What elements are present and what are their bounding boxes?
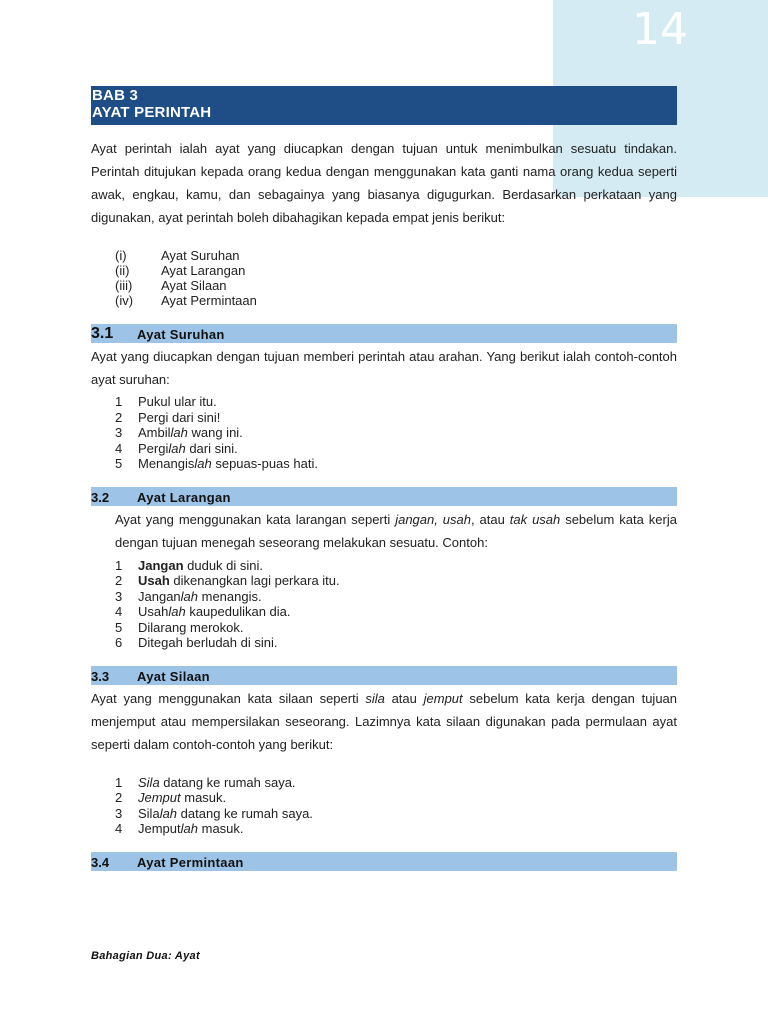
- italic-term: jangan, usah: [395, 511, 471, 527]
- text-run: wang ini.: [187, 425, 243, 440]
- example-sentence: [138, 558, 263, 574]
- text-run: Pergi dari sini!: [138, 409, 221, 425]
- example-item: [91, 573, 677, 589]
- section-paragraph: Ayat yang diucapkan dengan tujuan memberi perintah atau arahan. Yang berikut ialah contoh-contoh ayat suruhan:: [91, 349, 677, 387]
- example-sentence: [138, 394, 217, 410]
- example-item: [91, 620, 677, 636]
- italic-term: Sila: [138, 774, 160, 790]
- example-sentence: [138, 620, 244, 636]
- text-run: Sila: [138, 805, 160, 821]
- bold-term: Jangan: [138, 557, 184, 573]
- bold-term: Usah: [138, 573, 170, 588]
- example-sentence: [138, 410, 220, 426]
- italic-term: lah: [180, 588, 199, 604]
- example-number: 2: [115, 790, 123, 805]
- example-sentence: [138, 441, 238, 457]
- example-item: [91, 394, 677, 410]
- example-item: [91, 806, 677, 822]
- example-item: [91, 558, 677, 574]
- italic-term: lah: [168, 440, 186, 456]
- text-run: duduk di sini.: [183, 557, 264, 573]
- example-sentence: [138, 456, 318, 472]
- example-item: [91, 410, 677, 426]
- example-item: [91, 604, 677, 620]
- example-sentence: [138, 775, 296, 791]
- list-item: [91, 278, 677, 293]
- section-paragraph: [91, 508, 677, 554]
- page-footer: Bahagian Dua: Ayat: [91, 950, 200, 962]
- italic-term: jemput: [423, 690, 463, 706]
- text-run: datang ke rumah saya.: [177, 805, 313, 821]
- intro-paragraph: Ayat perintah ialah ayat yang diucapkan dengan tujuan untuk menimbulkan sesuatu tindakan. Perintah ditujukan kepada orang kedua dengan menggunakan kata ganti nama orang kedua seperti awak, engkau, kamu, dan sebagainya yang biasanya digugurkan. Berdasarkan perkataan yang digunakan, ayat perintah boleh dibahagikan kepada empat jenis berikut:: [91, 141, 677, 225]
- italic-term: sila: [365, 690, 385, 706]
- text-run: masuk.: [198, 821, 244, 836]
- example-item: [91, 589, 677, 605]
- text-run: Jangan: [138, 588, 181, 604]
- text-run: Usah: [138, 604, 169, 619]
- section-paragraph: [91, 687, 677, 756]
- section-title: Ayat Larangan: [137, 489, 231, 505]
- list-mark: (ii): [115, 263, 130, 278]
- example-list-3-1: [91, 394, 677, 472]
- text-run: sebelum kata kerja dengan tujuan menegah seseorang melakukan sesuatu. Contoh:: [115, 511, 677, 550]
- text-run: sepuas-puas hati.: [211, 456, 318, 471]
- example-sentence: [138, 425, 243, 441]
- italic-term: lah: [168, 604, 186, 619]
- text-run: Menangis: [138, 456, 195, 471]
- italic-term: Jemput: [138, 790, 181, 805]
- example-number: 1: [115, 394, 123, 409]
- example-number: 4: [115, 821, 123, 836]
- example-number: 3: [115, 805, 123, 821]
- example-item: [91, 635, 677, 651]
- chapter-label: BAB 3: [92, 87, 139, 104]
- list-label: Ayat Silaan: [161, 278, 227, 293]
- list-label: Ayat Larangan: [161, 263, 246, 278]
- text-run: kaupedulikan dia.: [185, 604, 291, 619]
- list-item: [91, 248, 677, 263]
- example-item: [91, 456, 677, 472]
- section-number: 3.3: [91, 668, 110, 684]
- list-label: Ayat Permintaan: [161, 293, 257, 308]
- section-heading-3-3: [91, 666, 677, 685]
- text-run: menangis.: [198, 588, 262, 604]
- italic-term: lah: [194, 456, 212, 471]
- example-item: [91, 790, 677, 806]
- example-item: [91, 775, 677, 791]
- list-label: Ayat Suruhan: [161, 248, 240, 263]
- italic-term: tak usah: [509, 511, 561, 527]
- section-number: 3.4: [91, 854, 110, 870]
- text-run: Jemput: [138, 821, 181, 836]
- example-item: [91, 425, 677, 441]
- section-heading-3-2: [91, 487, 677, 506]
- text-run: Ditegah berludah di sini.: [138, 635, 278, 650]
- text-run: atau: [384, 690, 424, 706]
- example-sentence: [138, 573, 340, 589]
- section-title: Ayat Permintaan: [137, 854, 244, 870]
- example-item: [91, 821, 677, 837]
- text-run: Pukul ular itu.: [138, 394, 217, 409]
- text-run: dari sini.: [185, 440, 238, 456]
- example-sentence: [138, 604, 291, 620]
- types-list: [91, 248, 677, 308]
- example-number: 4: [115, 604, 123, 619]
- text-run: datang ke rumah saya.: [159, 774, 296, 790]
- example-number: 3: [115, 588, 123, 604]
- text-run: , atau: [470, 511, 510, 527]
- example-number: 3: [115, 425, 123, 440]
- chapter-title: AYAT PERINTAH: [92, 104, 212, 121]
- example-number: 2: [115, 573, 123, 588]
- list-mark: (i): [115, 248, 127, 263]
- italic-term: lah: [180, 821, 198, 836]
- list-item: [91, 293, 677, 308]
- text-run: Pergi: [138, 440, 169, 456]
- section-heading-3-4: [91, 852, 677, 871]
- section-title: Ayat Suruhan: [137, 327, 225, 342]
- example-number: 6: [115, 635, 123, 650]
- section-number: 3.2: [91, 489, 110, 505]
- example-number: 5: [115, 619, 123, 635]
- example-number: 4: [115, 440, 123, 456]
- text-run: Ayat yang menggunakan kata silaan seperti: [91, 690, 366, 706]
- text-run: sebelum kata kerja dengan tujuan menjemput atau mempersilakan seseorang. Lazimnya kata silaan digunakan pada permulaan ayat seperti dalam contoh-contoh yang berikut:: [91, 690, 678, 752]
- example-sentence: [138, 806, 313, 822]
- example-list-3-3: [91, 775, 677, 837]
- example-sentence: [138, 790, 226, 806]
- section-number: 3.1: [91, 325, 114, 342]
- text-run: Dilarang merokok.: [138, 619, 244, 635]
- page-content: [91, 86, 677, 871]
- text-run: masuk.: [180, 790, 227, 805]
- example-number: 2: [115, 409, 123, 425]
- page-number: 14: [632, 4, 688, 55]
- list-mark: (iv): [115, 293, 134, 308]
- text-run: Ayat yang menggunakan kata larangan seperti: [115, 511, 396, 527]
- example-number: 1: [115, 557, 123, 573]
- list-item: [91, 263, 677, 278]
- italic-term: lah: [170, 425, 188, 440]
- example-item: [91, 441, 677, 457]
- example-sentence: [138, 821, 244, 837]
- section-heading-3-1: [91, 324, 677, 343]
- example-sentence: [138, 589, 262, 605]
- example-number: 5: [115, 456, 123, 471]
- example-number: 1: [115, 774, 123, 790]
- italic-term: lah: [159, 805, 178, 821]
- text-run: Ambil: [138, 425, 171, 440]
- example-sentence: [138, 635, 277, 651]
- list-mark: (iii): [115, 278, 133, 293]
- section-title: Ayat Silaan: [137, 668, 210, 684]
- text-run: dikenangkan lagi perkara itu.: [169, 573, 340, 588]
- chapter-heading: [91, 86, 677, 125]
- example-list-3-2: [91, 558, 677, 651]
